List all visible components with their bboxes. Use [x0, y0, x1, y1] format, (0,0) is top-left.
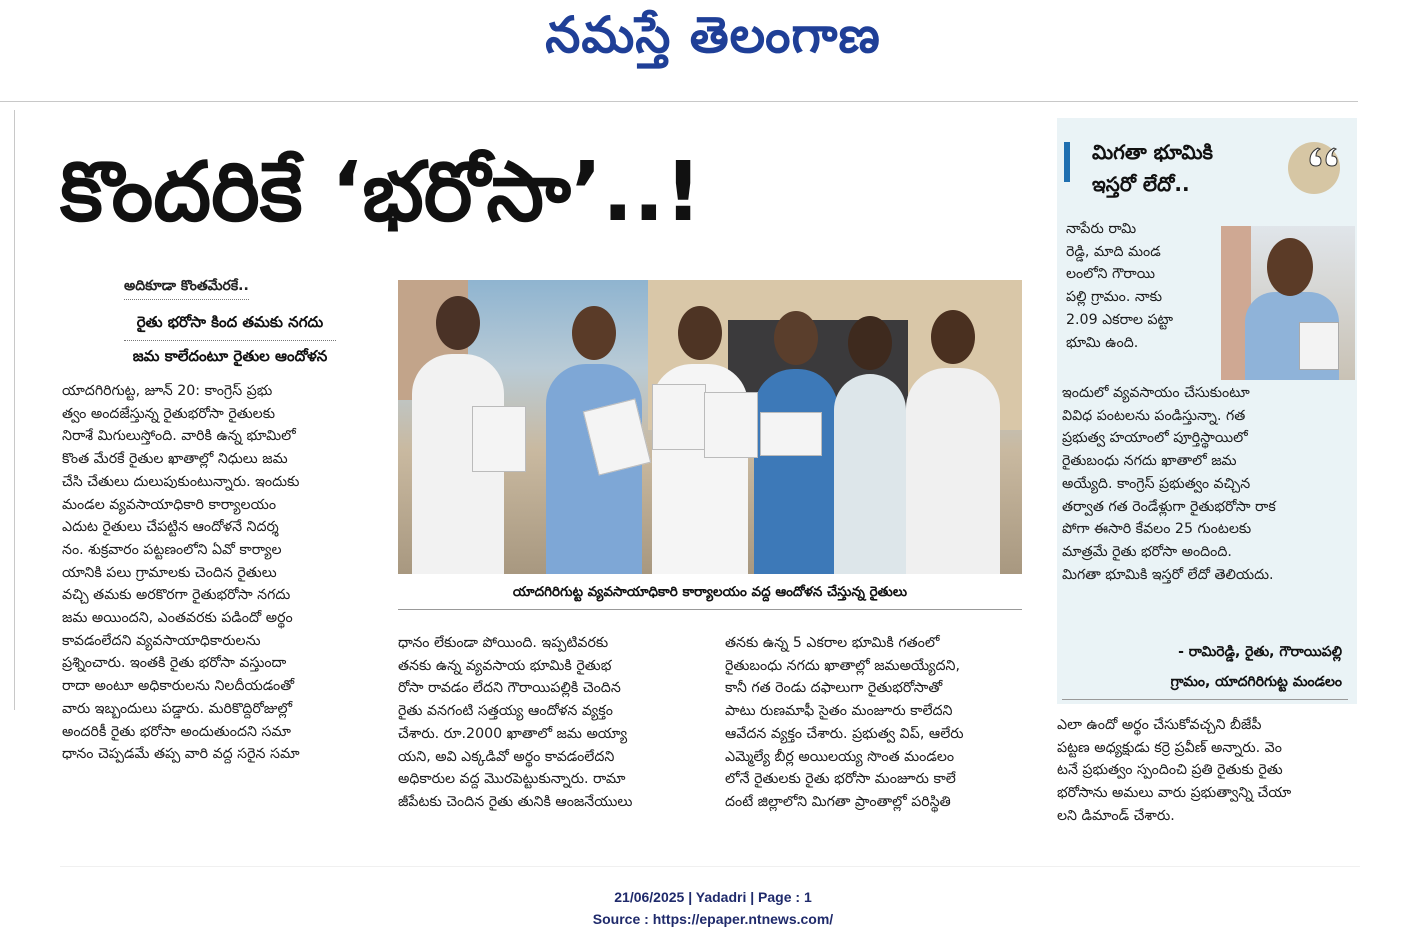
text-line: రైతుబంధు నగదు ఖాతాల్లో జమఅయ్యేదని,	[725, 657, 960, 674]
text-line: ఎలా ఉందో అర్థం చేసుకోవచ్చని బీజేపీ	[1057, 717, 1262, 733]
text-line: రాదా అంటూ అధికారులను నిలదీయడంతో	[62, 678, 295, 695]
text-line: ప్రశ్నించారు. ఇంతకి రైతు భరోసా వస్తుందా	[62, 655, 287, 672]
text-line: మాత్రమే రైతు భరోసా అందింది.	[1062, 543, 1232, 560]
article-column-1	[62, 380, 374, 766]
text-line: అధికారుల వద్ద మొరపెట్టుకున్నారు. రామా	[398, 771, 626, 788]
newspaper-name: నమస్తే తెలంగాణ	[545, 6, 881, 64]
text-line: తనకు ఉన్న వ్యవసాయ భూమికి రైతుభ	[398, 657, 612, 674]
attribution-line-2: గ్రామం, యాదగిరిగుట్ట మండలం	[1170, 674, 1342, 690]
top-divider	[0, 101, 1358, 102]
quote-icon	[1288, 136, 1348, 196]
masthead	[0, 0, 1426, 80]
text-line: లంలోని గౌరాయి	[1066, 266, 1155, 283]
text-line: వారు ఇబ్బందులు పడ్డారు. మరికొద్దిరోజుల్లో	[62, 700, 293, 717]
text-line: నం. శుక్రవారం పట్టణంలోని ఏవో కార్యాల	[62, 541, 282, 558]
text-line: రెడ్డి, మాది మండ	[1066, 243, 1161, 260]
attribution-line-1: - రామిరెడ్డి, రైతు, గౌరాయిపల్లి	[1178, 644, 1342, 660]
text-line: కావడంలేదని వ్యవసాయాధికారులను	[62, 632, 261, 649]
sidebar-title-line-1: మిగతా భూమికి	[1092, 140, 1213, 164]
text-line: ప్రభుత్వ హయాంలో పూర్తిస్థాయిలో	[1062, 430, 1248, 447]
text-line: వచ్చి తమకు అరకొరగా రైతుభరోసా నగదు	[62, 587, 291, 604]
document-sheet	[704, 392, 758, 458]
text-line: చేసి చేతులు దులుపుకుంటున్నారు. ఇందుకు	[62, 473, 300, 490]
article-column-3	[725, 632, 1025, 814]
kicker: అదికూడా కొంతమేరకే..	[124, 278, 249, 300]
photo-caption: యాదగిరిగుట్ట వ్యవసాయాధికారి కార్యాలయం వద్ద ఆందోళన చేస్తున్న రైతులు	[398, 584, 1022, 610]
text-line: నాపేరు రామి	[1066, 221, 1137, 237]
text-line: యానికి పలు గ్రామాలకు చెందిన రైతులు	[62, 564, 277, 581]
headline: కొందరికే ‘భరోసా’..!	[60, 145, 702, 240]
sidebar-divider	[1062, 699, 1348, 700]
text-line: ధానం చెప్పడమే తప్ప వారి వద్ద సరైన సమా	[62, 746, 300, 763]
footer-source: Source : https://epaper.ntnews.com/	[592, 911, 834, 927]
text-line: యని, అవి ఎక్కడివో అర్థం కావడంలేదని	[398, 748, 615, 765]
deck-divider	[124, 340, 336, 341]
text-line: చేశారు. రూ.2000 ఖాతాలో జమ అయ్యా	[398, 725, 628, 742]
document-sheet	[760, 412, 822, 456]
text-line: త్వం అందజేస్తున్న రైతుభరోసా రైతులకు	[62, 405, 276, 422]
text-line: ఇందులో వ్యవసాయం చేసుకుంటూ	[1062, 385, 1250, 401]
document-sheet	[652, 384, 706, 450]
text-line: కొంత మేరకే రైతుల ఖాతాల్లో నిధులు జమ	[62, 451, 288, 468]
farmer-figure	[906, 368, 1000, 574]
text-line: పట్టణ అధ్యక్షుడు కర్రె ప్రవీణ్ అన్నారు. వెం	[1057, 739, 1282, 756]
sidebar-quote-body	[1062, 382, 1348, 586]
subhead-line-1: రైతు భరోసా కింద తమకు నగదు	[136, 313, 324, 331]
footer-date-edition: 21/06/2025 | Yadadri | Page : 1	[614, 889, 812, 905]
text-line: మిగతా భూమికి ఇస్తరో లేదో తెలియదు.	[1062, 566, 1274, 583]
text-line: ధానం లేకుండా పోయింది. ఇప్పటివరకు	[398, 635, 609, 651]
text-line: తనకు ఉన్న 5 ఎకరాల భూమికి గతంలో	[725, 635, 940, 651]
farmer-figure	[754, 369, 838, 574]
footer-divider	[60, 866, 1360, 867]
text-line: అందరికీ రైతు భరోసా అందుతుందని సమా	[62, 723, 291, 740]
document-sheet	[472, 406, 526, 472]
article-column-2	[398, 632, 703, 814]
left-page-edge	[14, 110, 15, 710]
text-line: లని డిమాండ్ చేశారు.	[1057, 807, 1175, 824]
text-line: కానీ గత రెండు దఫాలుగా రైతుభరోసాతో	[725, 680, 943, 697]
text-line: జీపేటకు చెందిన రైతు తునికి ఆంజనేయులు	[398, 793, 633, 810]
farmer-figure	[834, 374, 906, 574]
text-line: ఎమ్మెల్యే బీర్ల అయిలయ్య సొంత మండలం	[725, 748, 955, 765]
sidebar-accent-bar	[1064, 142, 1070, 182]
text-line: రోసా రావడం లేదని గౌరాయిపల్లికి చెందిన	[398, 680, 621, 697]
text-line: యాదగిరిగుట్ట, జూన్ 20: కాంగ్రెస్ ప్రభు	[62, 383, 273, 399]
sidebar-title-line-2: ఇస్తరో లేదో..	[1092, 172, 1190, 196]
text-line: టనే ప్రభుత్వం స్పందించి ప్రతి రైతుకు రైతు	[1057, 762, 1283, 779]
text-line: రైతు వనగంటి సత్తయ్య ఆందోళన వ్యక్తం	[398, 703, 613, 720]
text-line: 2.09 ఎకరాల పట్టా	[1066, 311, 1174, 328]
text-line: నిరాశే మిగులుస్తోంది. వారికి ఉన్న భూమిలో	[62, 428, 296, 445]
text-line: జమ అయిందని, ఎంతవరకు పడిందో అర్థం	[62, 610, 293, 627]
text-line: లోనే రైతులకు రైతు భరోసా మంజూరు కాలే	[725, 771, 956, 788]
text-line: వివిధ పంటలను పండిస్తున్నా. గత	[1062, 407, 1246, 424]
text-line: పల్లి గ్రామం. నాకు	[1066, 289, 1163, 306]
text-line: భరోసాను అమలు వారు ప్రభుత్వాన్ని చేయా	[1057, 785, 1292, 802]
text-line: పోగా ఈసారి కేవలం 25 గుంటలకు	[1062, 521, 1252, 538]
article-column-4	[1057, 714, 1357, 828]
text-line: పాటు రుణమాఫీ సైతం మంజూరు కాలేదని	[725, 703, 953, 720]
subhead-line-2: జమ కాలేదంటూ రైతుల ఆందోళన	[132, 347, 328, 365]
text-line: రైతుబంధు నగదు ఖాతాలో జమ	[1062, 453, 1237, 470]
text-line: ఎదుట రైతులు చేపట్టిన ఆందోళనే నిదర్శ	[62, 519, 279, 536]
text-line: అయ్యేది. కాంగ్రెస్ ప్రభుత్వం వచ్చిన	[1062, 475, 1251, 492]
farmer-figure	[546, 364, 642, 574]
footer	[0, 886, 1426, 930]
text-line: భూమి ఉంది.	[1066, 334, 1139, 351]
text-line: దంటే జిల్లాలోని మిగతా ప్రాంతాల్లో పరిస్థితి	[725, 793, 951, 810]
text-line: మండల వ్యవసాయాధికారి కార్యాలయం	[62, 496, 277, 513]
protest-photo	[398, 280, 1022, 574]
sidebar-quote-top	[1066, 218, 1218, 354]
text-line: ఆవేదన వ్యక్తం చేశారు. ప్రభుత్వ విప్, ఆలేరు	[725, 725, 964, 742]
farmer-portrait	[1221, 226, 1355, 380]
sidebar-title	[1092, 136, 1282, 200]
text-line: తర్వాత గత రెండేళ్లుగా రైతుభరోసా రాక	[1062, 498, 1276, 515]
